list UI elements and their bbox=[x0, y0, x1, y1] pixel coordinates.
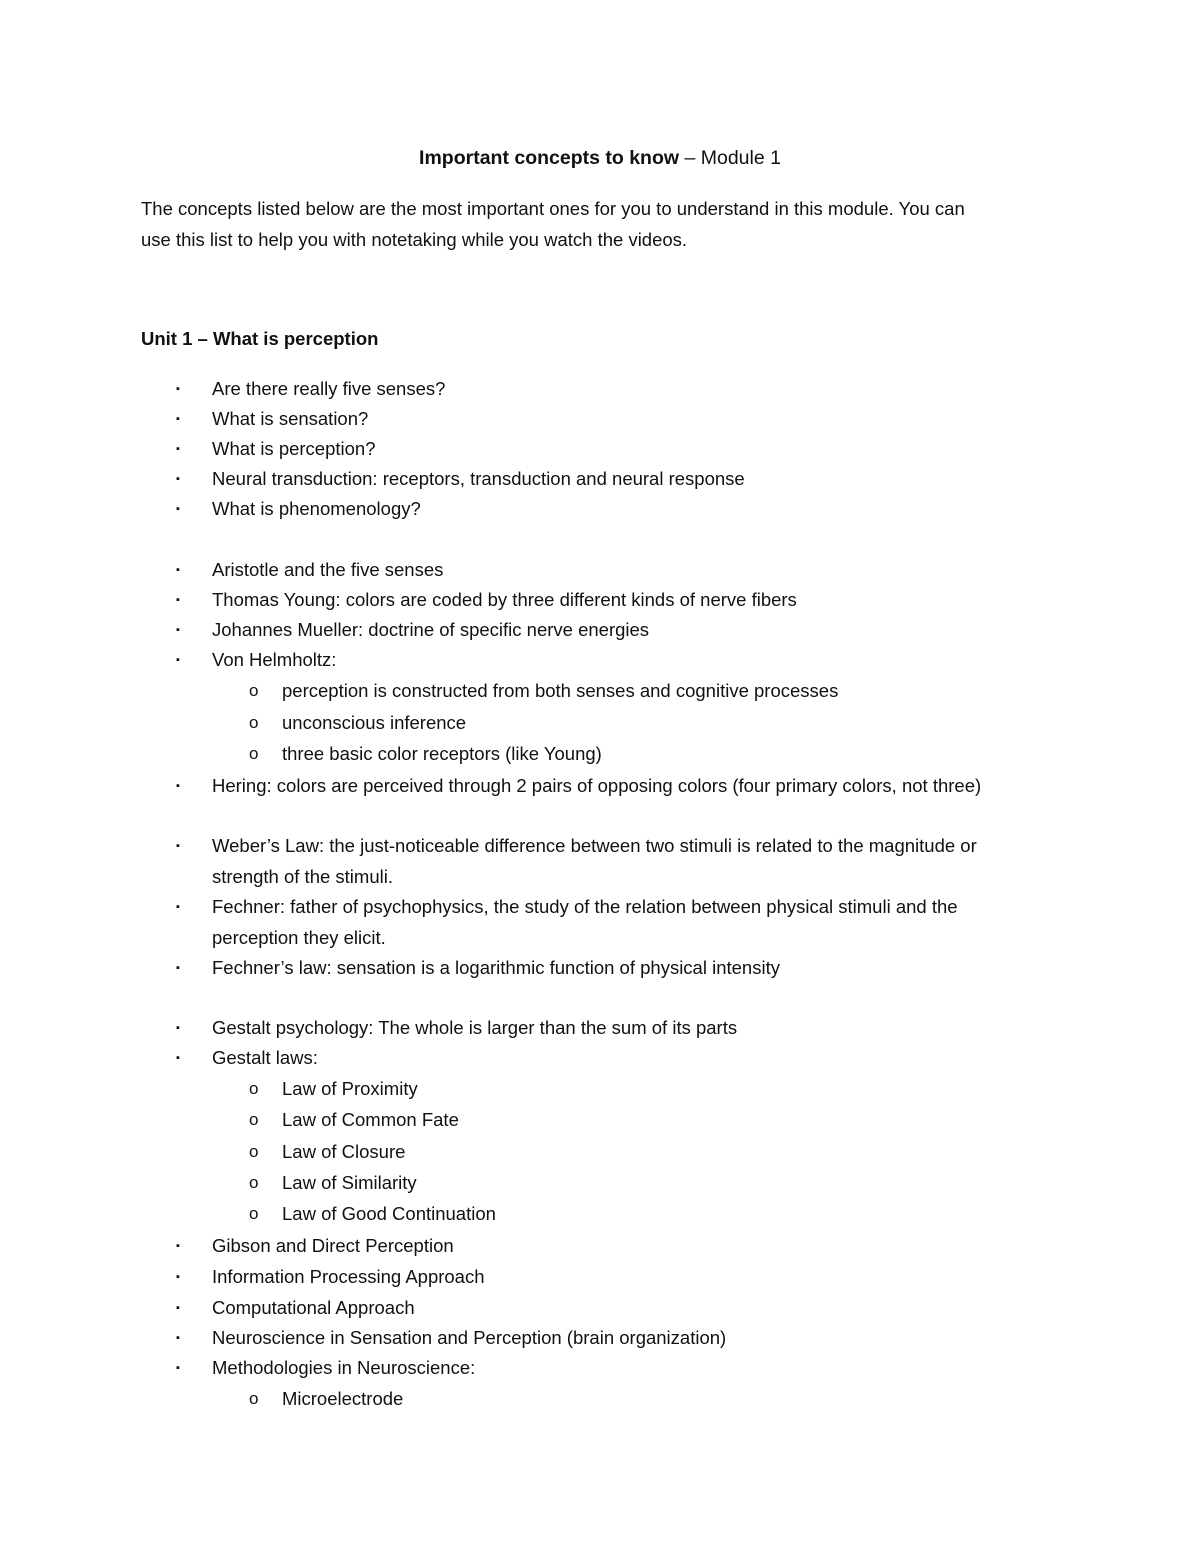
sub-list-item: Law of Proximity bbox=[282, 1078, 418, 1099]
bullet-icon: ▪ bbox=[176, 1362, 180, 1374]
bullet-icon: ▪ bbox=[176, 624, 180, 636]
list-item: Johannes Mueller: doctrine of specific nerve energies bbox=[212, 619, 650, 640]
intro-line: use this list to help you with notetaking while you watch the videos. bbox=[141, 228, 688, 250]
sub-list-item: unconscious inference bbox=[282, 712, 467, 733]
bullet-icon: ▪ bbox=[176, 1022, 180, 1034]
bullet-icon: ▪ bbox=[176, 840, 180, 852]
list-item: Fechner: father of psychophysics, the study of the relation between physical stimuli and the bbox=[212, 896, 958, 917]
title-module: – Module 1 bbox=[679, 147, 781, 169]
list-item: What is perception? bbox=[212, 438, 376, 459]
title-main: Important concepts to know bbox=[419, 147, 680, 169]
document-title bbox=[0, 144, 1200, 172]
bullet-icon: ▪ bbox=[176, 962, 180, 974]
list-item: Computational Approach bbox=[212, 1297, 415, 1318]
bullet-icon: ▪ bbox=[176, 594, 180, 606]
bullet-icon: ▪ bbox=[176, 901, 180, 913]
sub-bullet-icon: o bbox=[249, 1389, 259, 1408]
list-item: Gestalt psychology: The whole is larger than the sum of its parts bbox=[212, 1017, 738, 1038]
unit-heading: Unit 1 – What is perception bbox=[141, 328, 379, 349]
sub-bullet-icon: o bbox=[249, 681, 259, 700]
bullet-icon: ▪ bbox=[176, 1271, 180, 1283]
list-item: Von Helmholtz: bbox=[212, 649, 337, 670]
bullet-icon: ▪ bbox=[176, 383, 180, 395]
bullet-icon: ▪ bbox=[176, 1052, 180, 1064]
sub-list-item: perception is constructed from both senses and cognitive processes bbox=[282, 680, 839, 701]
list-item: Fechner’s law: sensation is a logarithmic function of physical intensity bbox=[212, 957, 780, 978]
bullet-icon: ▪ bbox=[176, 1240, 180, 1252]
bullet-icon: ▪ bbox=[176, 413, 180, 425]
list-item: Weber’s Law: the just-noticeable difference between two stimuli is related to the magnitude or bbox=[212, 835, 977, 856]
list-item: Gestalt laws: bbox=[212, 1047, 318, 1068]
sub-bullet-icon: o bbox=[249, 713, 259, 732]
sub-bullet-icon: o bbox=[249, 1110, 259, 1129]
intro-paragraph bbox=[141, 194, 1061, 255]
sub-list-item: Law of Closure bbox=[282, 1141, 406, 1162]
bullet-icon: ▪ bbox=[176, 503, 180, 515]
sub-bullet-icon: o bbox=[249, 1079, 259, 1098]
list-item: Information Processing Approach bbox=[212, 1266, 485, 1287]
bullet-icon: ▪ bbox=[176, 443, 180, 455]
sub-list-item: Law of Similarity bbox=[282, 1172, 417, 1193]
list-item-continuation: strength of the stimuli. bbox=[212, 866, 393, 887]
list-item: Aristotle and the five senses bbox=[212, 559, 444, 580]
bullet-icon: ▪ bbox=[176, 1302, 180, 1314]
sub-list-item: Law of Common Fate bbox=[282, 1109, 459, 1130]
list-item: Methodologies in Neuroscience: bbox=[212, 1357, 476, 1378]
list-item: Are there really five senses? bbox=[212, 378, 446, 399]
list-item: What is sensation? bbox=[212, 408, 369, 429]
list-item: Neural transduction: receptors, transduction and neural response bbox=[212, 468, 745, 489]
sub-list-item: Microelectrode bbox=[282, 1388, 404, 1409]
list-item: Thomas Young: colors are coded by three different kinds of nerve fibers bbox=[212, 589, 797, 610]
sub-bullet-icon: o bbox=[249, 1204, 259, 1223]
list-item-continuation: perception they elicit. bbox=[212, 927, 386, 948]
list-item: Neuroscience in Sensation and Perception (brain organization) bbox=[212, 1327, 727, 1348]
intro-line: The concepts listed below are the most important ones for you to understand in this module. You can bbox=[141, 198, 965, 219]
sub-bullet-icon: o bbox=[249, 1173, 259, 1192]
bullet-icon: ▪ bbox=[176, 654, 180, 666]
list-item: What is phenomenology? bbox=[212, 498, 421, 519]
bullet-icon: ▪ bbox=[176, 473, 180, 485]
sub-bullet-icon: o bbox=[249, 744, 259, 763]
sub-list-item: three basic color receptors (like Young) bbox=[282, 743, 602, 764]
bullet-icon: ▪ bbox=[176, 1332, 180, 1344]
sub-list-item: Law of Good Continuation bbox=[282, 1203, 496, 1224]
list-item: Hering: colors are perceived through 2 pairs of opposing colors (four primary colors, not three) bbox=[212, 775, 982, 796]
bullet-icon: ▪ bbox=[176, 564, 180, 576]
bullet-icon: ▪ bbox=[176, 780, 180, 792]
list-item: Gibson and Direct Perception bbox=[212, 1235, 454, 1256]
sub-bullet-icon: o bbox=[249, 1142, 259, 1161]
